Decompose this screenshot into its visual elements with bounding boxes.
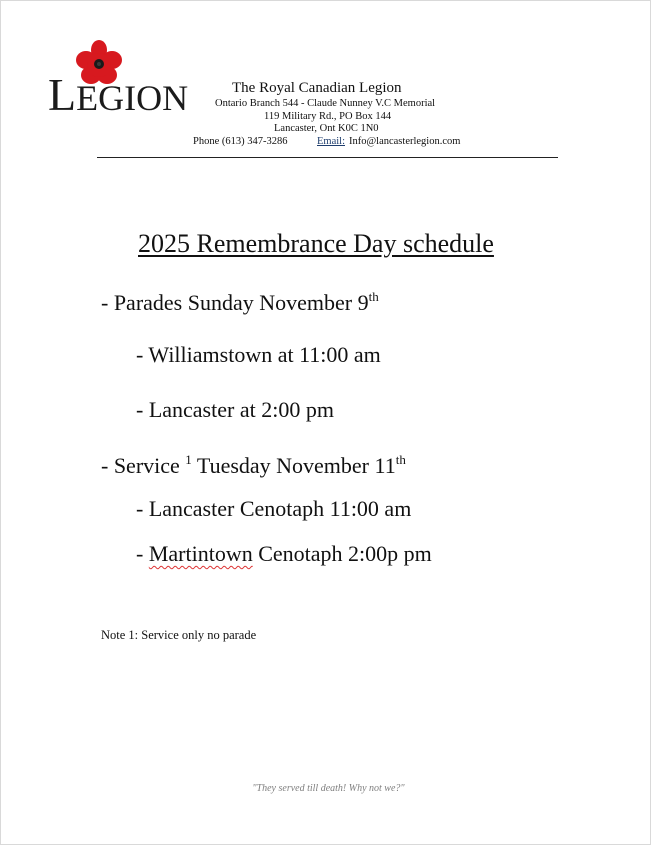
lancaster-parade: - Lancaster at 2:00 pm (136, 397, 334, 422)
service-heading: - Service $^1$ Tuesday November 11th (101, 452, 406, 478)
logo-wordmark: LEGION (48, 69, 189, 120)
spellcheck-word: Martintown (148, 541, 253, 566)
header-divider (97, 157, 558, 158)
email-address: Info@lancasterlegion.com (349, 136, 461, 147)
schedule-title: 2025 Remembrance Day schedule (138, 229, 494, 258)
org-name: The Royal Canadian Legion (232, 80, 402, 96)
martintown-cenotaph-service: - Martintown Cenotaph 2:00p pm (136, 541, 432, 566)
phone: Phone (613) 347-3286 (193, 136, 288, 147)
williamstown-parade: - Williamstown at 11:00 am (136, 342, 381, 367)
footnote: Note 1: Service only no parade (101, 628, 257, 642)
address: 119 Military Rd., PO Box 144 (264, 111, 392, 122)
branch-name: Ontario Branch 544 - Claude Nunney V.C Memorial (215, 98, 436, 109)
city: Lancaster, Ont K0C 1N0 (274, 123, 379, 134)
lancaster-cenotaph-service: - Lancaster Cenotaph 11:00 am (136, 496, 412, 521)
legion-logo (48, 40, 216, 120)
email-label: Email: (317, 136, 345, 147)
parades-heading: - Parades Sunday November 9th (101, 289, 379, 315)
footer-motto: "They served till death! Why not we?" (252, 783, 405, 794)
